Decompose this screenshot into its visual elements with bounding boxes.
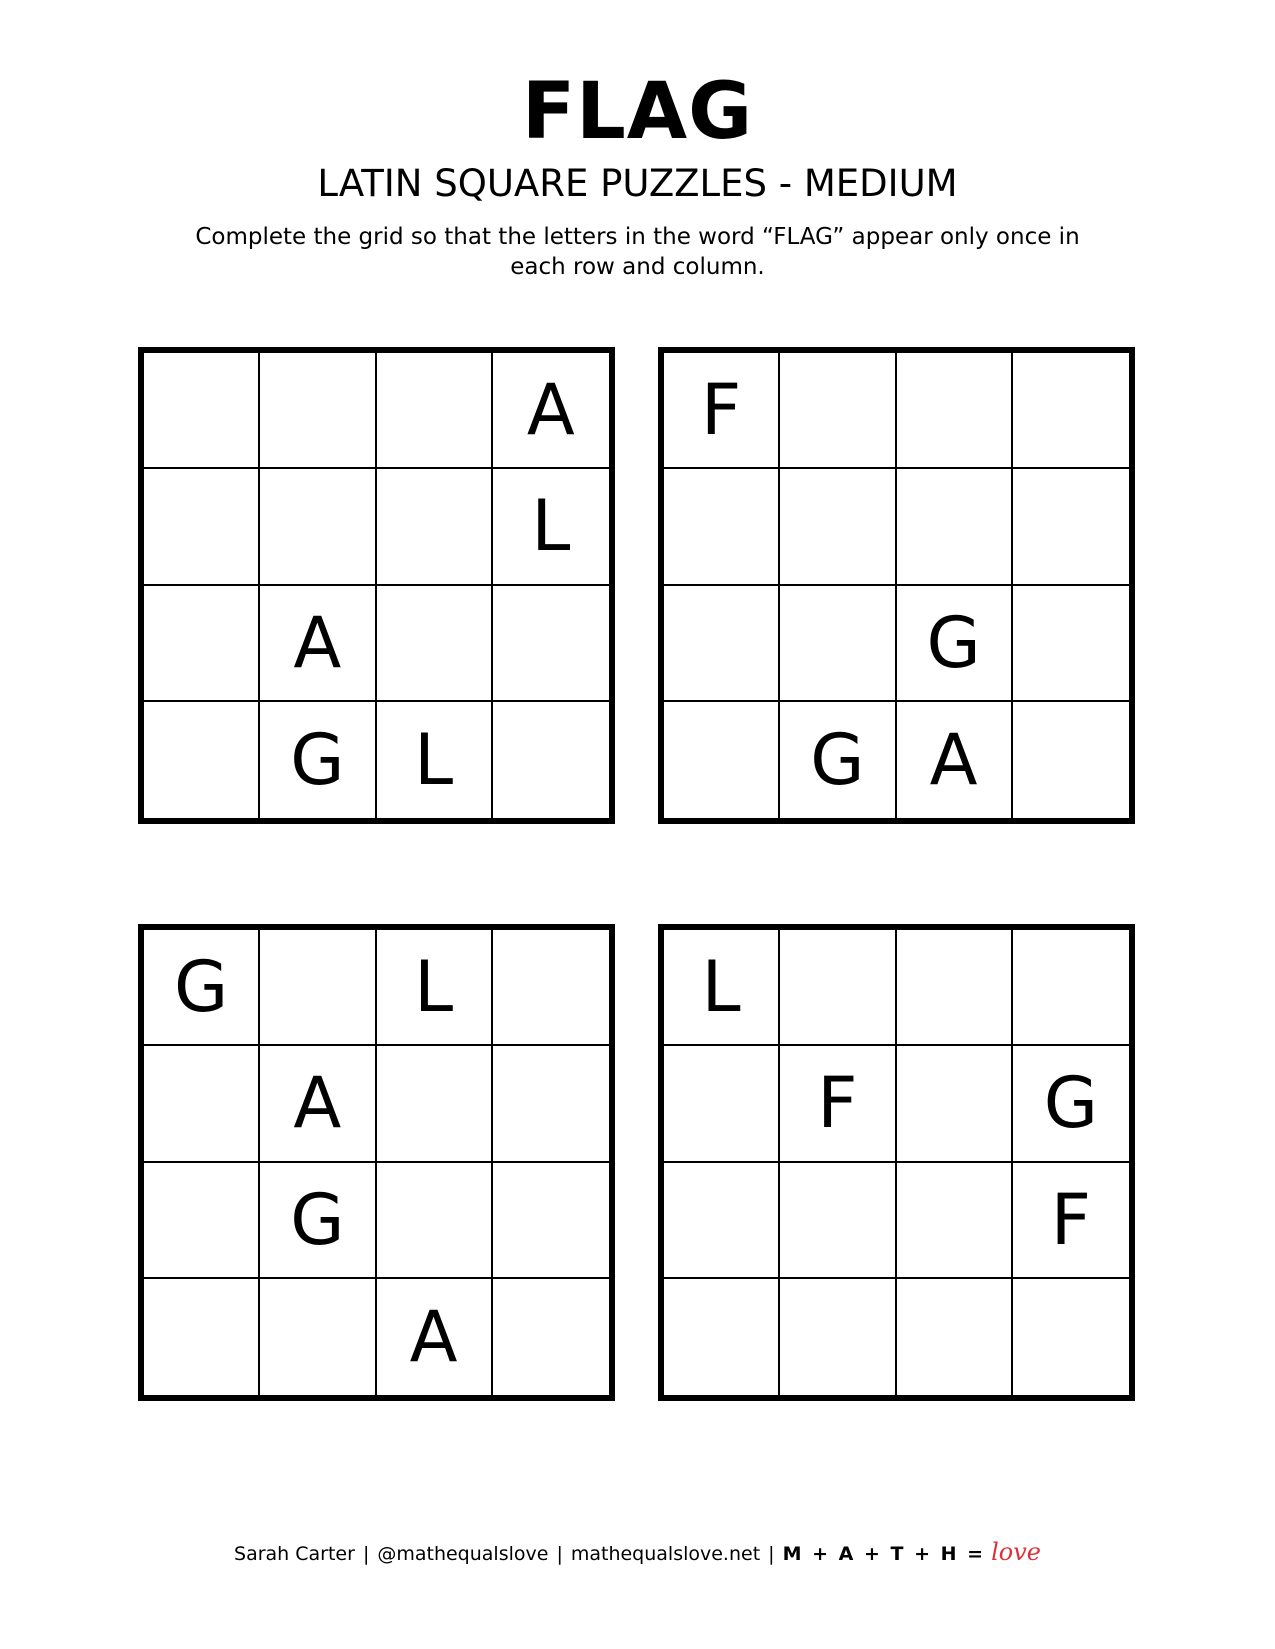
puzzle-cell[interactable] (493, 1279, 609, 1395)
puzzle-cell[interactable] (1013, 469, 1129, 585)
puzzle-cell[interactable] (664, 1163, 780, 1279)
footer-website[interactable]: mathequalslove.net (570, 1543, 761, 1565)
puzzle-cell[interactable] (780, 469, 896, 585)
puzzle-cell[interactable] (377, 586, 493, 702)
puzzle-cell[interactable] (664, 1279, 780, 1395)
puzzle-cell[interactable] (897, 353, 1013, 469)
puzzle-cell[interactable] (144, 1163, 260, 1279)
puzzle-grid-1 (138, 347, 615, 824)
puzzle-cell[interactable]: G (144, 930, 260, 1046)
puzzle-cell[interactable]: A (260, 586, 376, 702)
puzzle-cell[interactable] (260, 469, 376, 585)
puzzle-cell[interactable]: G (780, 702, 896, 818)
puzzle-cell[interactable] (144, 1279, 260, 1395)
puzzle-cell[interactable]: A (493, 353, 609, 469)
puzzle-cell[interactable]: F (780, 1046, 896, 1162)
puzzle-cell[interactable] (1013, 353, 1129, 469)
puzzle-cell[interactable] (780, 586, 896, 702)
puzzle-cell[interactable]: A (260, 1046, 376, 1162)
footer-separator: | (768, 1543, 775, 1565)
puzzle-cell[interactable]: G (1013, 1046, 1129, 1162)
footer-author: Sarah Carter (234, 1543, 355, 1565)
puzzle-cell[interactable] (897, 469, 1013, 585)
puzzle-cell[interactable] (780, 1279, 896, 1395)
puzzle-cell[interactable]: G (260, 1163, 376, 1279)
puzzle-cell[interactable] (897, 1046, 1013, 1162)
puzzle-cell[interactable] (260, 353, 376, 469)
puzzle-cell[interactable] (493, 1046, 609, 1162)
puzzle-cell[interactable]: A (897, 702, 1013, 818)
puzzle-cell[interactable] (493, 1163, 609, 1279)
puzzle-cell[interactable] (144, 586, 260, 702)
puzzle-cell[interactable] (144, 353, 260, 469)
puzzle-cell[interactable] (144, 1046, 260, 1162)
puzzle-cell[interactable] (664, 1046, 780, 1162)
puzzle-cell[interactable]: L (377, 930, 493, 1046)
footer-love-logo: love (991, 1538, 1041, 1566)
puzzle-cell[interactable] (377, 1046, 493, 1162)
puzzle-cell[interactable] (493, 702, 609, 818)
puzzle-cell[interactable] (1013, 1279, 1129, 1395)
puzzle-cell[interactable]: L (377, 702, 493, 818)
puzzle-cell[interactable] (377, 469, 493, 585)
puzzle-cell[interactable] (1013, 702, 1129, 818)
puzzle-cell[interactable] (780, 353, 896, 469)
puzzle-cell[interactable] (493, 586, 609, 702)
page-subtitle: LATIN SQUARE PUZZLES - MEDIUM (317, 162, 958, 205)
puzzle-cell[interactable]: F (664, 353, 780, 469)
page-title: FLAG (521, 67, 754, 157)
puzzle-cell[interactable]: F (1013, 1163, 1129, 1279)
instructions-text: Complete the grid so that the letters in the word “FLAG” appear only once in each row and column. (195, 224, 1080, 280)
puzzle-cell[interactable]: L (664, 930, 780, 1046)
puzzle-cell[interactable] (377, 353, 493, 469)
puzzle-grid-4 (658, 924, 1135, 1401)
puzzle-cell[interactable] (144, 702, 260, 818)
puzzle-cell[interactable]: G (260, 702, 376, 818)
puzzle-cell[interactable] (377, 1163, 493, 1279)
puzzle-grid-2 (658, 347, 1135, 824)
footer-separator: | (362, 1543, 370, 1565)
footer-separator: | (556, 1543, 563, 1565)
puzzle-grid-3 (138, 924, 615, 1401)
puzzle-cell[interactable]: L (493, 469, 609, 585)
puzzle-cell[interactable] (780, 1163, 896, 1279)
puzzle-cell[interactable] (144, 469, 260, 585)
puzzle-cell[interactable]: A (377, 1279, 493, 1395)
footer-handle[interactable]: @mathequalslove (377, 1543, 549, 1565)
puzzle-cell[interactable] (897, 1279, 1013, 1395)
puzzle-cell[interactable] (780, 930, 896, 1046)
footer-brand-logo: M + A + T + H = (782, 1543, 986, 1565)
puzzle-cell[interactable] (664, 469, 780, 585)
puzzle-cell[interactable] (493, 930, 609, 1046)
puzzle-cell[interactable]: G (897, 586, 1013, 702)
puzzle-cell[interactable] (664, 586, 780, 702)
footer (0, 1538, 1275, 1568)
puzzle-cell[interactable] (897, 1163, 1013, 1279)
puzzle-cell[interactable] (260, 1279, 376, 1395)
puzzle-cell[interactable] (1013, 930, 1129, 1046)
puzzle-cell[interactable] (260, 930, 376, 1046)
puzzle-cell[interactable] (897, 930, 1013, 1046)
puzzle-cell[interactable] (1013, 586, 1129, 702)
puzzle-cell[interactable] (664, 702, 780, 818)
